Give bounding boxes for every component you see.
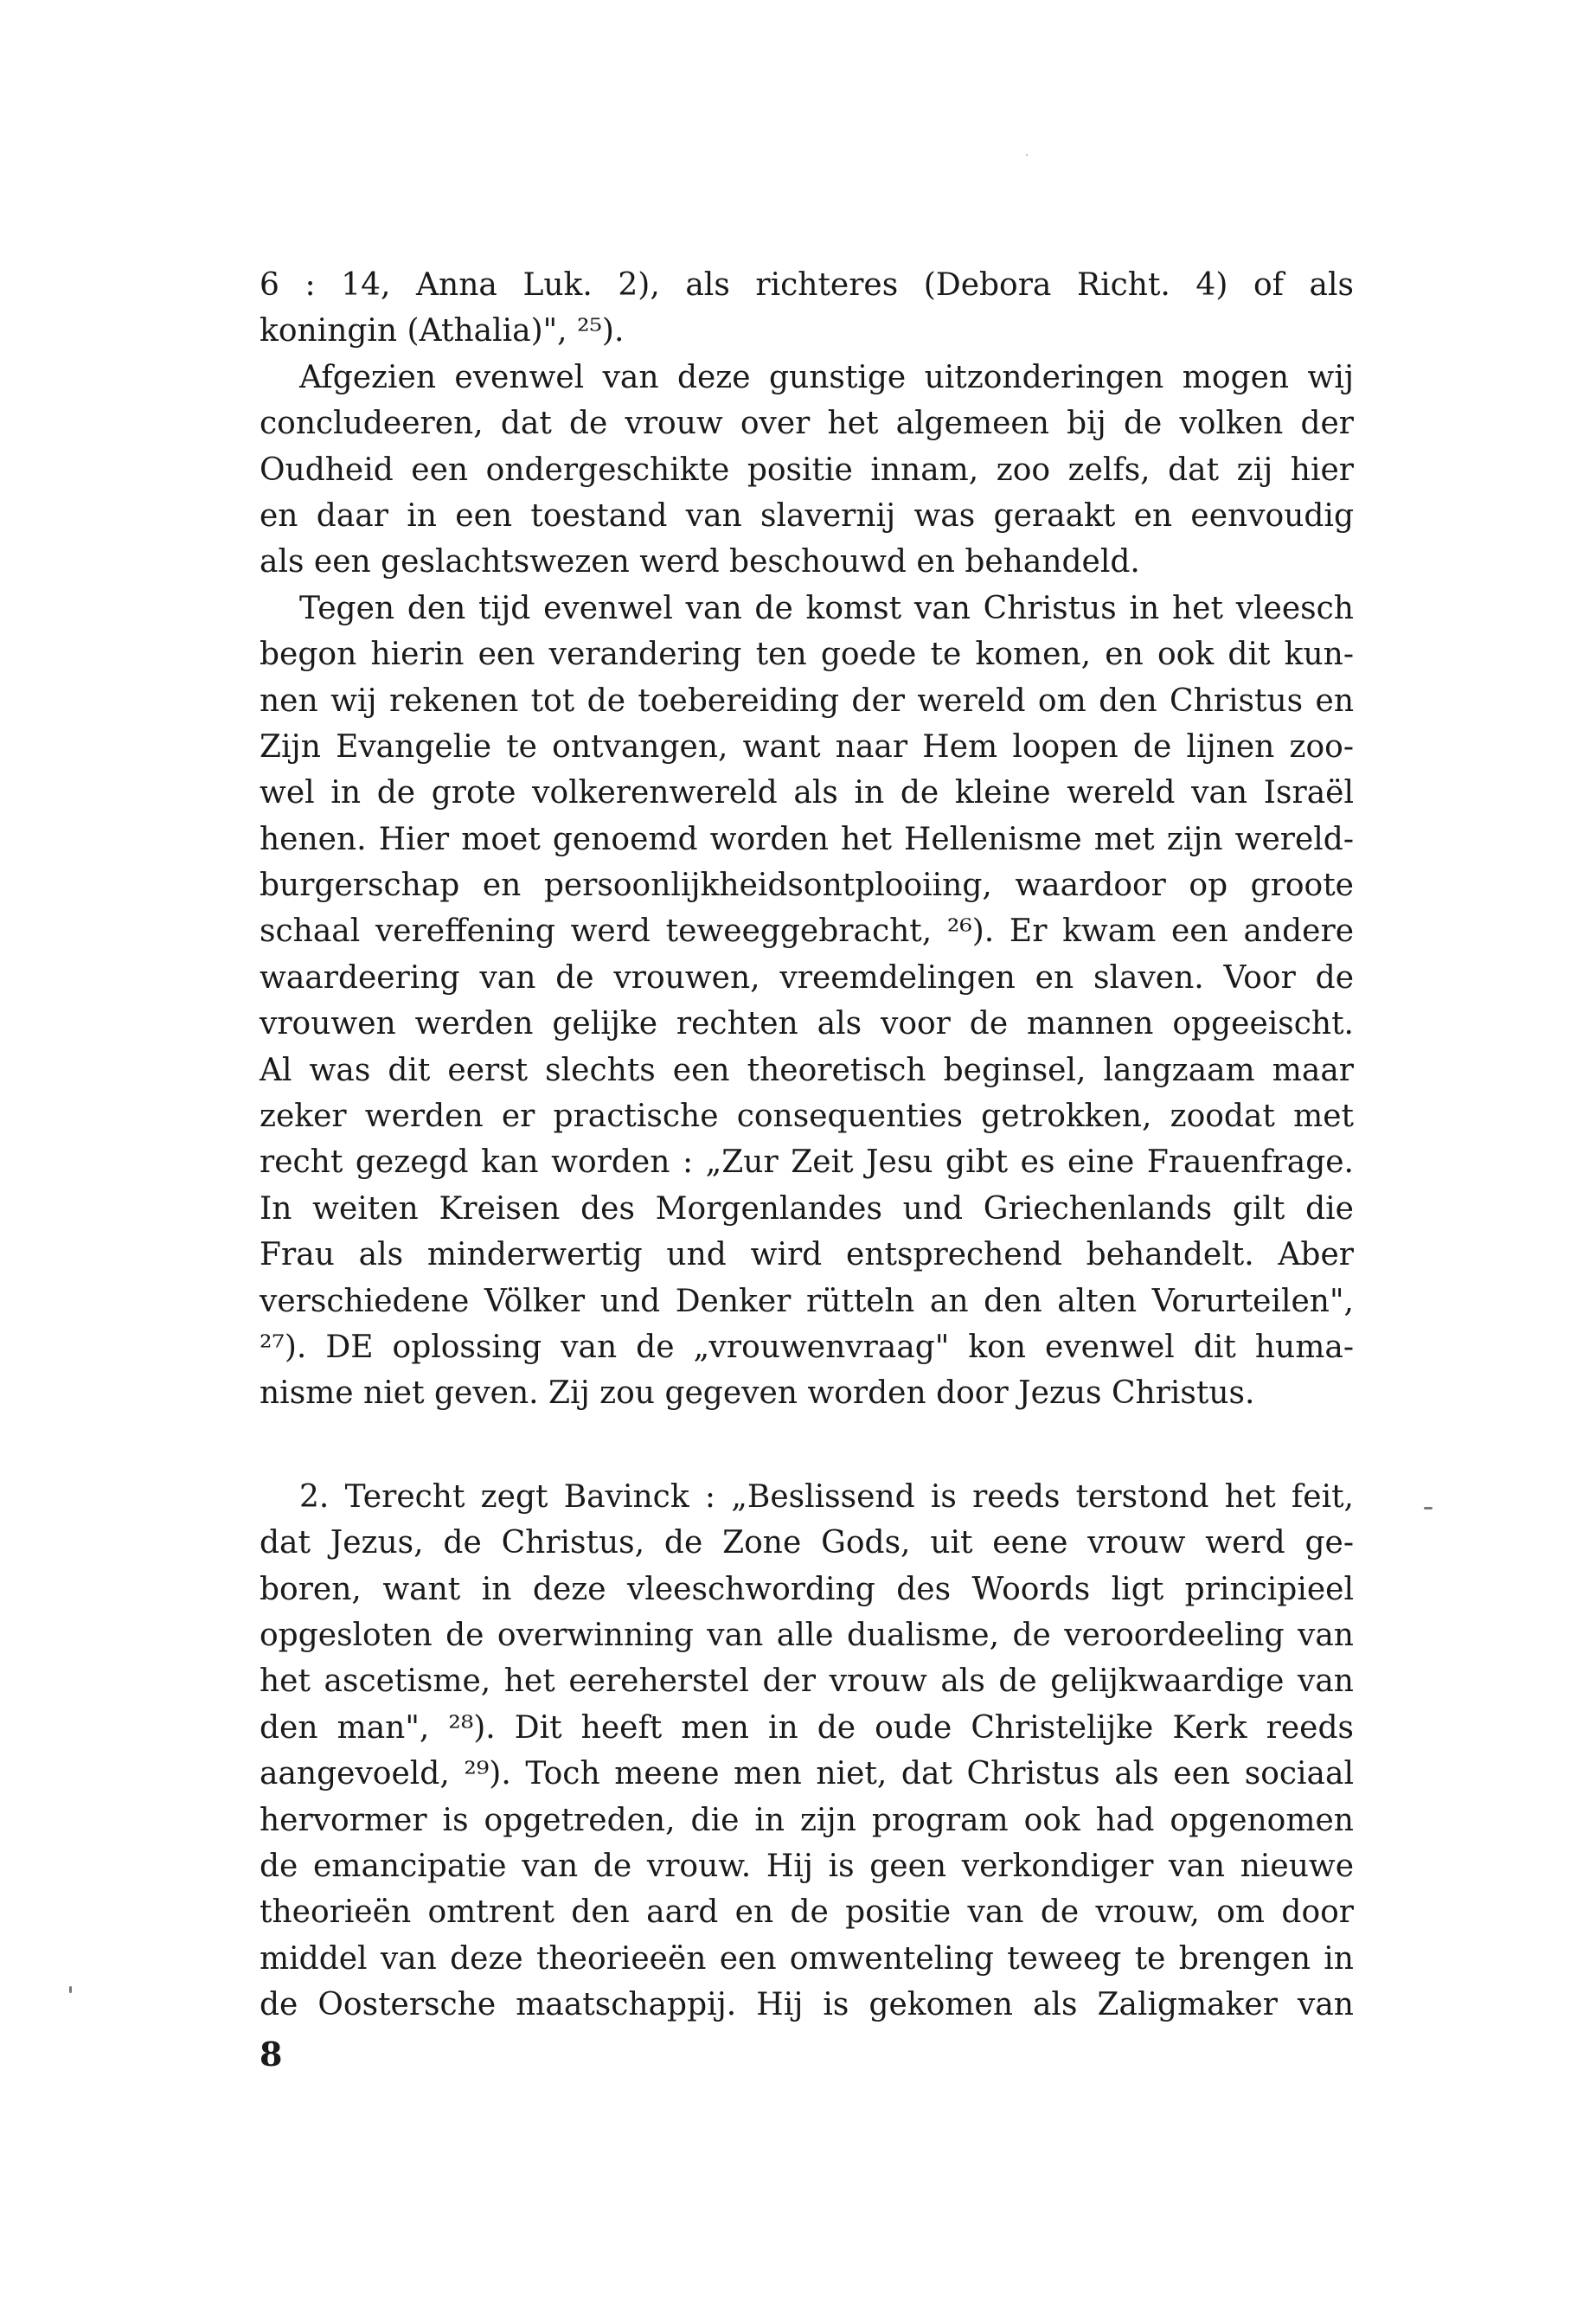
text-line: 2. Terecht zegt Bavinck : „Beslissend is reeds terstond het feit, (299, 1478, 1354, 1515)
text-line: ²⁷). DE oplossing van de „vrouwenvraag" kon evenwel dit huma- (260, 1329, 1354, 1365)
text-line: Tegen den tijd evenwel van de komst van Christus in het vleesch (299, 590, 1354, 626)
text-line: wel in de grote volkerenwereld als in de kleine wereld van Israël (260, 775, 1354, 811)
text-line: theorieën omtrent den aard en de positie van de vrouw, om door (260, 1894, 1354, 1931)
text-line: de emancipatie van de vrouw. Hij is geen verkondiger van nieuwe (260, 1848, 1354, 1884)
text-line: Al was dit eerst slechts een theoretisch beginsel, langzaam maar (260, 1052, 1354, 1088)
text-line: Afgezien evenwel van deze gunstige uitzonderingen mogen wij (299, 359, 1354, 395)
text-line: Frau als minderwertig und wird entsprechend behandelt. Aber (260, 1237, 1354, 1273)
text-line: schaal vereffening werd teweeggebracht, ²⁶). Er kwam een andere (260, 913, 1354, 950)
text-line: boren, want in deze vleeschwording des Woords ligt principieel (260, 1571, 1354, 1607)
text-line: In weiten Kreisen des Morgenlandes und Griechenlands gilt die (260, 1190, 1354, 1227)
body-text (260, 262, 1354, 2028)
text-line: vrouwen werden gelijke rechten als voor de mannen opgeeischt. (260, 1006, 1354, 1042)
text-line: nen wij rekenen tot de toebereiding der wereld om den Christus en (260, 683, 1354, 719)
text-line: nisme niet geven. Zij zou gegeven worden door Jezus Christus. (260, 1375, 1255, 1412)
text-line: burgerschap en persoonlijkheidsontplooiing, waardoor op groote (260, 868, 1354, 904)
text-line: waardeering van de vrouwen, vreemdelingen en slaven. Voor de (260, 959, 1354, 996)
scan-speck (1424, 1507, 1433, 1509)
text-line: den man", ²⁸). Dit heeft men in de oude Christelijke Kerk reeds (260, 1709, 1354, 1746)
text-line: aangevoeld, ²⁹). Toch meene men niet, dat Christus als een sociaal (260, 1756, 1354, 1792)
text-line: concludeeren, dat de vrouw over het algemeen bij de volken der (260, 406, 1354, 442)
text-line: het ascetisme, het eereherstel der vrouw als de gelijkwaardige van (260, 1663, 1354, 1700)
text-line: verschiedene Völker und Denker rütteln an den alten Vorurteilen", (260, 1283, 1354, 1319)
scan-speck (1026, 154, 1028, 156)
text-line: hervormer is opgetreden, die in zijn program ook had opgenomen (260, 1802, 1354, 1838)
text-line: henen. Hier moet genoemd worden het Hellenisme met zijn wereld- (260, 821, 1354, 857)
text-line: koningin (Athalia)", ²⁵). (260, 313, 625, 349)
paragraph-gap (260, 1417, 1354, 1474)
page-number: 8 (260, 2035, 283, 2073)
text-line: de Oostersche maatschappij. Hij is gekomen als Zaligmaker van (260, 1987, 1354, 2023)
text-line: Zijn Evangelie te ontvangen, want naar Hem loopen de lijnen zoo- (260, 728, 1354, 765)
text-line: middel van deze theorieeën een omwenteling teweeg te brengen in (260, 1940, 1354, 1977)
text-line: dat Jezus, de Christus, de Zone Gods, uit eene vrouw werd ge- (260, 1525, 1354, 1561)
text-line: als een geslachtswezen werd beschouwd en behandeld. (260, 544, 1140, 580)
text-line: 6 : 14, Anna Luk. 2), als richteres (Debora Richt. 4) of als (260, 267, 1354, 303)
text-line: opgesloten de overwinning van alle dualisme, de veroordeeling van (260, 1617, 1354, 1653)
scan-speck (69, 1986, 72, 1993)
text-line: en daar in een toestand van slavernij was geraakt en eenvoudig (260, 497, 1354, 534)
text-line: Oudheid een ondergeschikte positie innam, zoo zelfs, dat zij hier (260, 452, 1354, 488)
text-line: zeker werden er practische consequenties getrokken, zoodat met (260, 1099, 1354, 1135)
text-line: begon hierin een verandering ten goede te komen, en ook dit kun- (260, 637, 1354, 673)
text-line: recht gezegd kan worden : „Zur Zeit Jesu gibt es eine Frauenfrage. (260, 1144, 1354, 1181)
